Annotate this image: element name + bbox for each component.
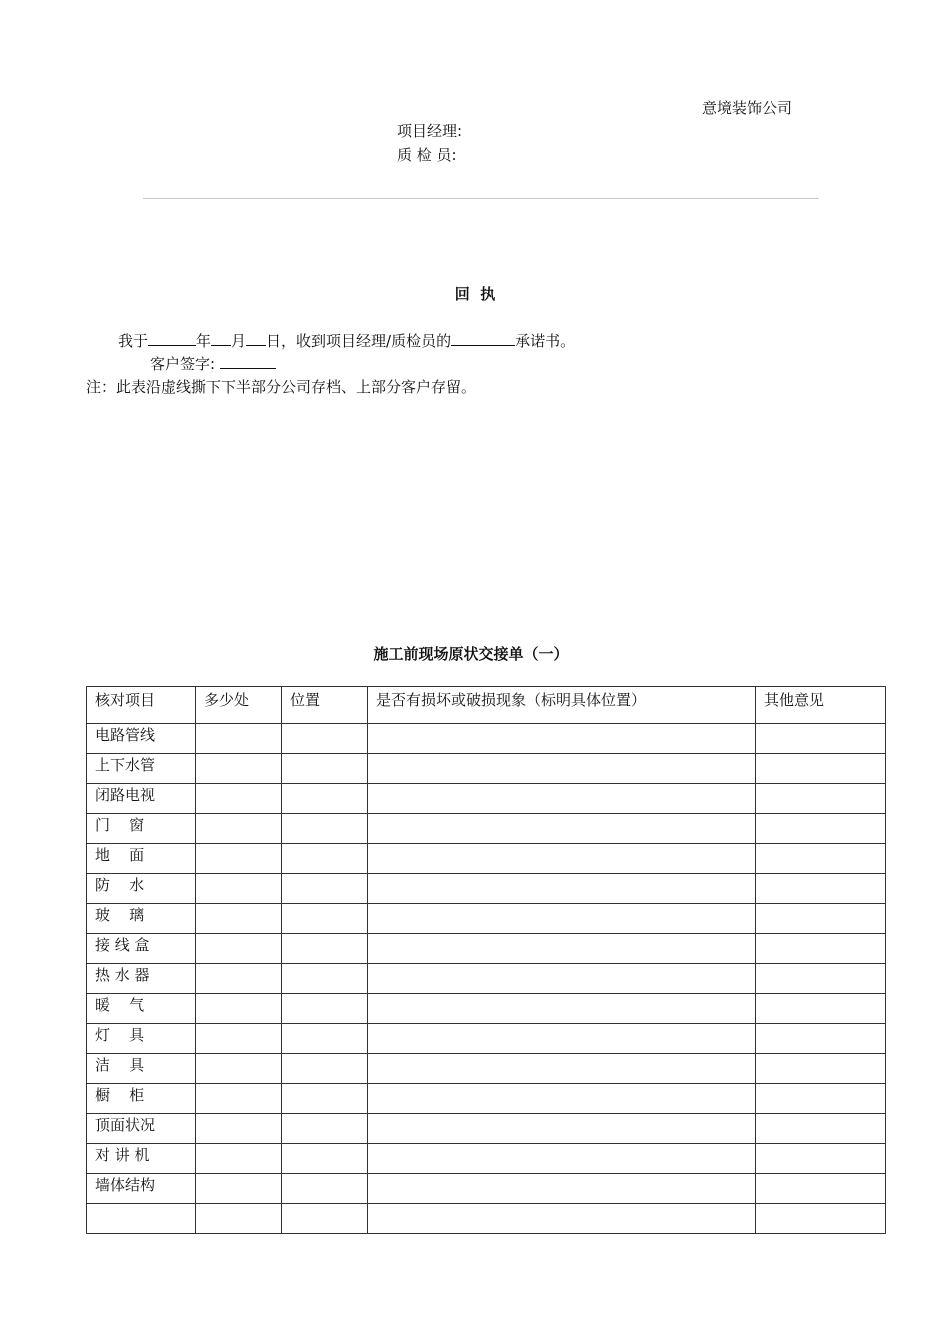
entry-value (204, 784, 273, 785)
entry-value (376, 1084, 747, 1085)
table-row (87, 964, 886, 994)
tear-line-divider (143, 198, 819, 199)
item-label: 对 讲 机 (95, 1146, 150, 1164)
entry-cell[interactable] (196, 784, 282, 814)
entry-cell[interactable] (756, 1054, 886, 1084)
entry-cell[interactable] (368, 1114, 756, 1144)
entry-cell[interactable] (368, 874, 756, 904)
entry-cell[interactable] (368, 1174, 756, 1204)
item-cell (87, 784, 196, 814)
entry-cell[interactable] (756, 994, 886, 1024)
table-row (87, 904, 886, 934)
table-row (87, 994, 886, 1024)
entry-cell[interactable] (282, 784, 368, 814)
entry-cell[interactable] (756, 1174, 886, 1204)
entry-value (290, 1114, 359, 1115)
entry-cell[interactable] (282, 724, 368, 754)
entry-cell[interactable] (282, 934, 368, 964)
entry-value (204, 1204, 273, 1205)
column-header-text: 是否有损坏或破损现象（标明具体位置） (376, 691, 647, 709)
entry-cell[interactable] (756, 1204, 886, 1234)
entry-value (204, 1114, 273, 1115)
name-blank (451, 330, 515, 346)
month-label: 月 (231, 332, 247, 350)
item-cell (87, 1174, 196, 1204)
customer-sign-label: 客户签字: (150, 355, 216, 373)
entry-value (204, 754, 273, 755)
entry-cell[interactable] (196, 964, 282, 994)
item-cell (87, 934, 196, 964)
entry-value (764, 874, 877, 875)
entry-cell[interactable] (282, 1114, 368, 1144)
entry-value (376, 1144, 747, 1145)
item-cell (87, 874, 196, 904)
entry-cell[interactable] (756, 1144, 886, 1174)
entry-cell[interactable] (196, 934, 282, 964)
receipt-statement (118, 330, 575, 351)
table-row (87, 814, 886, 844)
table-row (87, 844, 886, 874)
entry-cell[interactable] (196, 1024, 282, 1054)
item-cell (87, 1084, 196, 1114)
column-header-text: 多少处 (204, 691, 250, 709)
entry-cell[interactable] (368, 1204, 756, 1234)
entry-value (764, 724, 877, 725)
table-row (87, 784, 886, 814)
item-label: 墙体结构 (95, 1176, 156, 1194)
table-row (87, 1054, 886, 1084)
entry-cell[interactable] (368, 904, 756, 934)
item-label: 接 线 盒 (95, 936, 150, 954)
entry-cell[interactable] (282, 964, 368, 994)
customer-signature (150, 353, 276, 374)
item-cell (87, 754, 196, 784)
item-cell (87, 994, 196, 1024)
entry-value (764, 1174, 877, 1175)
column-header (87, 687, 196, 724)
entry-value (290, 814, 359, 815)
item-cell (87, 814, 196, 844)
entry-value (204, 934, 273, 935)
entry-value (290, 1204, 359, 1205)
entry-value (764, 754, 877, 755)
entry-cell[interactable] (368, 994, 756, 1024)
column-header (756, 687, 886, 724)
entry-value (204, 994, 273, 995)
day-blank (246, 330, 266, 346)
receipt-prefix: 我于 (118, 332, 149, 350)
day-label: 日，收到项目经理/质检员的 (266, 332, 452, 350)
entry-value (204, 814, 273, 815)
receipt-title: 回 执 (454, 285, 496, 303)
entry-value (376, 724, 747, 725)
entry-cell[interactable] (368, 934, 756, 964)
entry-value (204, 1024, 273, 1025)
entry-cell[interactable] (282, 1174, 368, 1204)
entry-cell[interactable] (196, 874, 282, 904)
project-manager-label: 项目经理: (397, 122, 463, 140)
year-label: 年 (196, 332, 212, 350)
entry-value (764, 934, 877, 935)
signature-blank (220, 353, 276, 369)
entry-cell[interactable] (756, 874, 886, 904)
table-row (87, 934, 886, 964)
entry-cell[interactable] (196, 994, 282, 1024)
item-label: 洁 具 (95, 1056, 145, 1074)
column-header (196, 687, 282, 724)
item-cell (87, 1144, 196, 1174)
entry-value (376, 1054, 747, 1055)
item-label: 地 面 (95, 846, 145, 864)
entry-cell[interactable] (756, 904, 886, 934)
entry-cell[interactable] (756, 964, 886, 994)
entry-cell[interactable] (756, 1084, 886, 1114)
entry-cell[interactable] (368, 754, 756, 784)
item-label: 灯 具 (95, 1026, 145, 1044)
item-label: 电路管线 (95, 726, 156, 744)
year-blank (148, 330, 196, 346)
entry-value (764, 1114, 877, 1115)
entry-value (290, 844, 359, 845)
entry-value (290, 874, 359, 875)
entry-cell[interactable] (282, 1084, 368, 1114)
item-label: 防 水 (95, 876, 145, 894)
column-header (368, 687, 756, 724)
entry-value (376, 934, 747, 935)
month-blank (211, 330, 231, 346)
entry-cell[interactable] (282, 754, 368, 784)
entry-value (376, 1114, 747, 1115)
entry-cell[interactable] (756, 934, 886, 964)
table-row (87, 1084, 886, 1114)
item-cell (87, 1024, 196, 1054)
item-cell (87, 904, 196, 934)
entry-value (764, 1024, 877, 1025)
entry-cell[interactable] (368, 964, 756, 994)
entry-cell[interactable] (368, 814, 756, 844)
entry-cell[interactable] (756, 784, 886, 814)
column-header (282, 687, 368, 724)
entry-cell[interactable] (368, 1144, 756, 1174)
entry-cell[interactable] (756, 754, 886, 784)
entry-cell[interactable] (196, 844, 282, 874)
item-cell (87, 1054, 196, 1084)
table-row (87, 724, 886, 754)
table-row (87, 1024, 886, 1054)
entry-cell[interactable] (368, 1084, 756, 1114)
entry-value (290, 964, 359, 965)
entry-value (290, 1084, 359, 1085)
note-text: 注：此表沿虚线撕下下半部分公司存档、上部分客户存留。 (86, 378, 477, 396)
item-label: 闭路电视 (95, 786, 156, 804)
item-label: 顶面状况 (95, 1116, 156, 1134)
entry-value (376, 874, 747, 875)
entry-cell[interactable] (196, 1084, 282, 1114)
entry-cell[interactable] (196, 724, 282, 754)
entry-cell[interactable] (282, 994, 368, 1024)
entry-cell[interactable] (282, 904, 368, 934)
entry-cell[interactable] (368, 784, 756, 814)
entry-cell[interactable] (756, 1024, 886, 1054)
entry-cell[interactable] (196, 814, 282, 844)
entry-cell[interactable] (282, 874, 368, 904)
table-row (87, 874, 886, 904)
entry-value (204, 874, 273, 875)
entry-value (204, 844, 273, 845)
entry-value (290, 1144, 359, 1145)
entry-cell[interactable] (368, 1024, 756, 1054)
entry-value (764, 814, 877, 815)
table-row (87, 1114, 886, 1144)
entry-value (204, 1084, 273, 1085)
entry-value (376, 964, 747, 965)
entry-value (376, 754, 747, 755)
entry-value (204, 904, 273, 905)
entry-value (376, 1204, 747, 1205)
entry-value (764, 1144, 877, 1145)
entry-value (764, 904, 877, 905)
entry-value (764, 1054, 877, 1055)
entry-value (764, 994, 877, 995)
entry-value (204, 964, 273, 965)
table-header-row (87, 687, 886, 724)
entry-cell[interactable] (282, 844, 368, 874)
entry-value (764, 964, 877, 965)
entry-value (290, 754, 359, 755)
item-label: 上下水管 (95, 756, 156, 774)
entry-cell[interactable] (368, 844, 756, 874)
entry-value (764, 1204, 877, 1205)
entry-cell[interactable] (756, 1114, 886, 1144)
entry-value (764, 784, 877, 785)
item-label: 橱 柜 (95, 1086, 145, 1104)
item-cell (87, 964, 196, 994)
entry-cell[interactable] (196, 1114, 282, 1144)
entry-cell[interactable] (282, 1024, 368, 1054)
entry-value (204, 724, 273, 725)
entry-cell[interactable] (196, 1054, 282, 1084)
entry-value (290, 1024, 359, 1025)
entry-value (764, 1084, 877, 1085)
column-header-text: 其他意见 (764, 691, 825, 709)
entry-cell[interactable] (196, 1144, 282, 1174)
entry-value (204, 1174, 273, 1175)
item-cell (87, 844, 196, 874)
handover-table (86, 686, 886, 1234)
item-cell (87, 1204, 196, 1234)
entry-value (290, 1054, 359, 1055)
entry-value (376, 904, 747, 905)
entry-value (290, 724, 359, 725)
entry-value (290, 994, 359, 995)
entry-value (764, 844, 877, 845)
item-label: 玻 璃 (95, 906, 145, 924)
table-title: 施工前现场原状交接单（一） (373, 645, 569, 663)
item-label (95, 1204, 187, 1205)
entry-cell[interactable] (196, 1174, 282, 1204)
entry-value (376, 784, 747, 785)
receipt-suffix: 承诺书。 (515, 332, 576, 350)
entry-cell[interactable] (196, 904, 282, 934)
entry-value (376, 1174, 747, 1175)
table-row (87, 1174, 886, 1204)
table-row (87, 754, 886, 784)
entry-cell[interactable] (282, 1054, 368, 1084)
entry-cell[interactable] (756, 724, 886, 754)
entry-cell[interactable] (282, 814, 368, 844)
entry-cell[interactable] (282, 1204, 368, 1234)
entry-cell[interactable] (282, 1144, 368, 1174)
column-header-text: 核对项目 (95, 691, 156, 709)
table-row (87, 1144, 886, 1174)
column-header-text: 位置 (290, 691, 321, 709)
company-name: 意境装饰公司 (702, 99, 793, 117)
item-cell (87, 724, 196, 754)
entry-value (376, 844, 747, 845)
entry-cell[interactable] (756, 844, 886, 874)
entry-value (290, 904, 359, 905)
item-label: 门 窗 (95, 816, 145, 834)
entry-value (376, 814, 747, 815)
entry-cell[interactable] (196, 1204, 282, 1234)
item-label: 热 水 器 (95, 966, 150, 984)
entry-cell[interactable] (196, 754, 282, 784)
entry-cell[interactable] (368, 724, 756, 754)
entry-value (376, 994, 747, 995)
entry-value (290, 1174, 359, 1175)
entry-value (290, 784, 359, 785)
item-label: 暖 气 (95, 996, 145, 1014)
entry-cell[interactable] (368, 1054, 756, 1084)
entry-value (204, 1144, 273, 1145)
entry-cell[interactable] (756, 814, 886, 844)
item-cell (87, 1114, 196, 1144)
entry-value (290, 934, 359, 935)
inspector-label: 质 检 员: (397, 146, 457, 164)
entry-value (376, 1024, 747, 1025)
table-row (87, 1204, 886, 1234)
entry-value (204, 1054, 273, 1055)
